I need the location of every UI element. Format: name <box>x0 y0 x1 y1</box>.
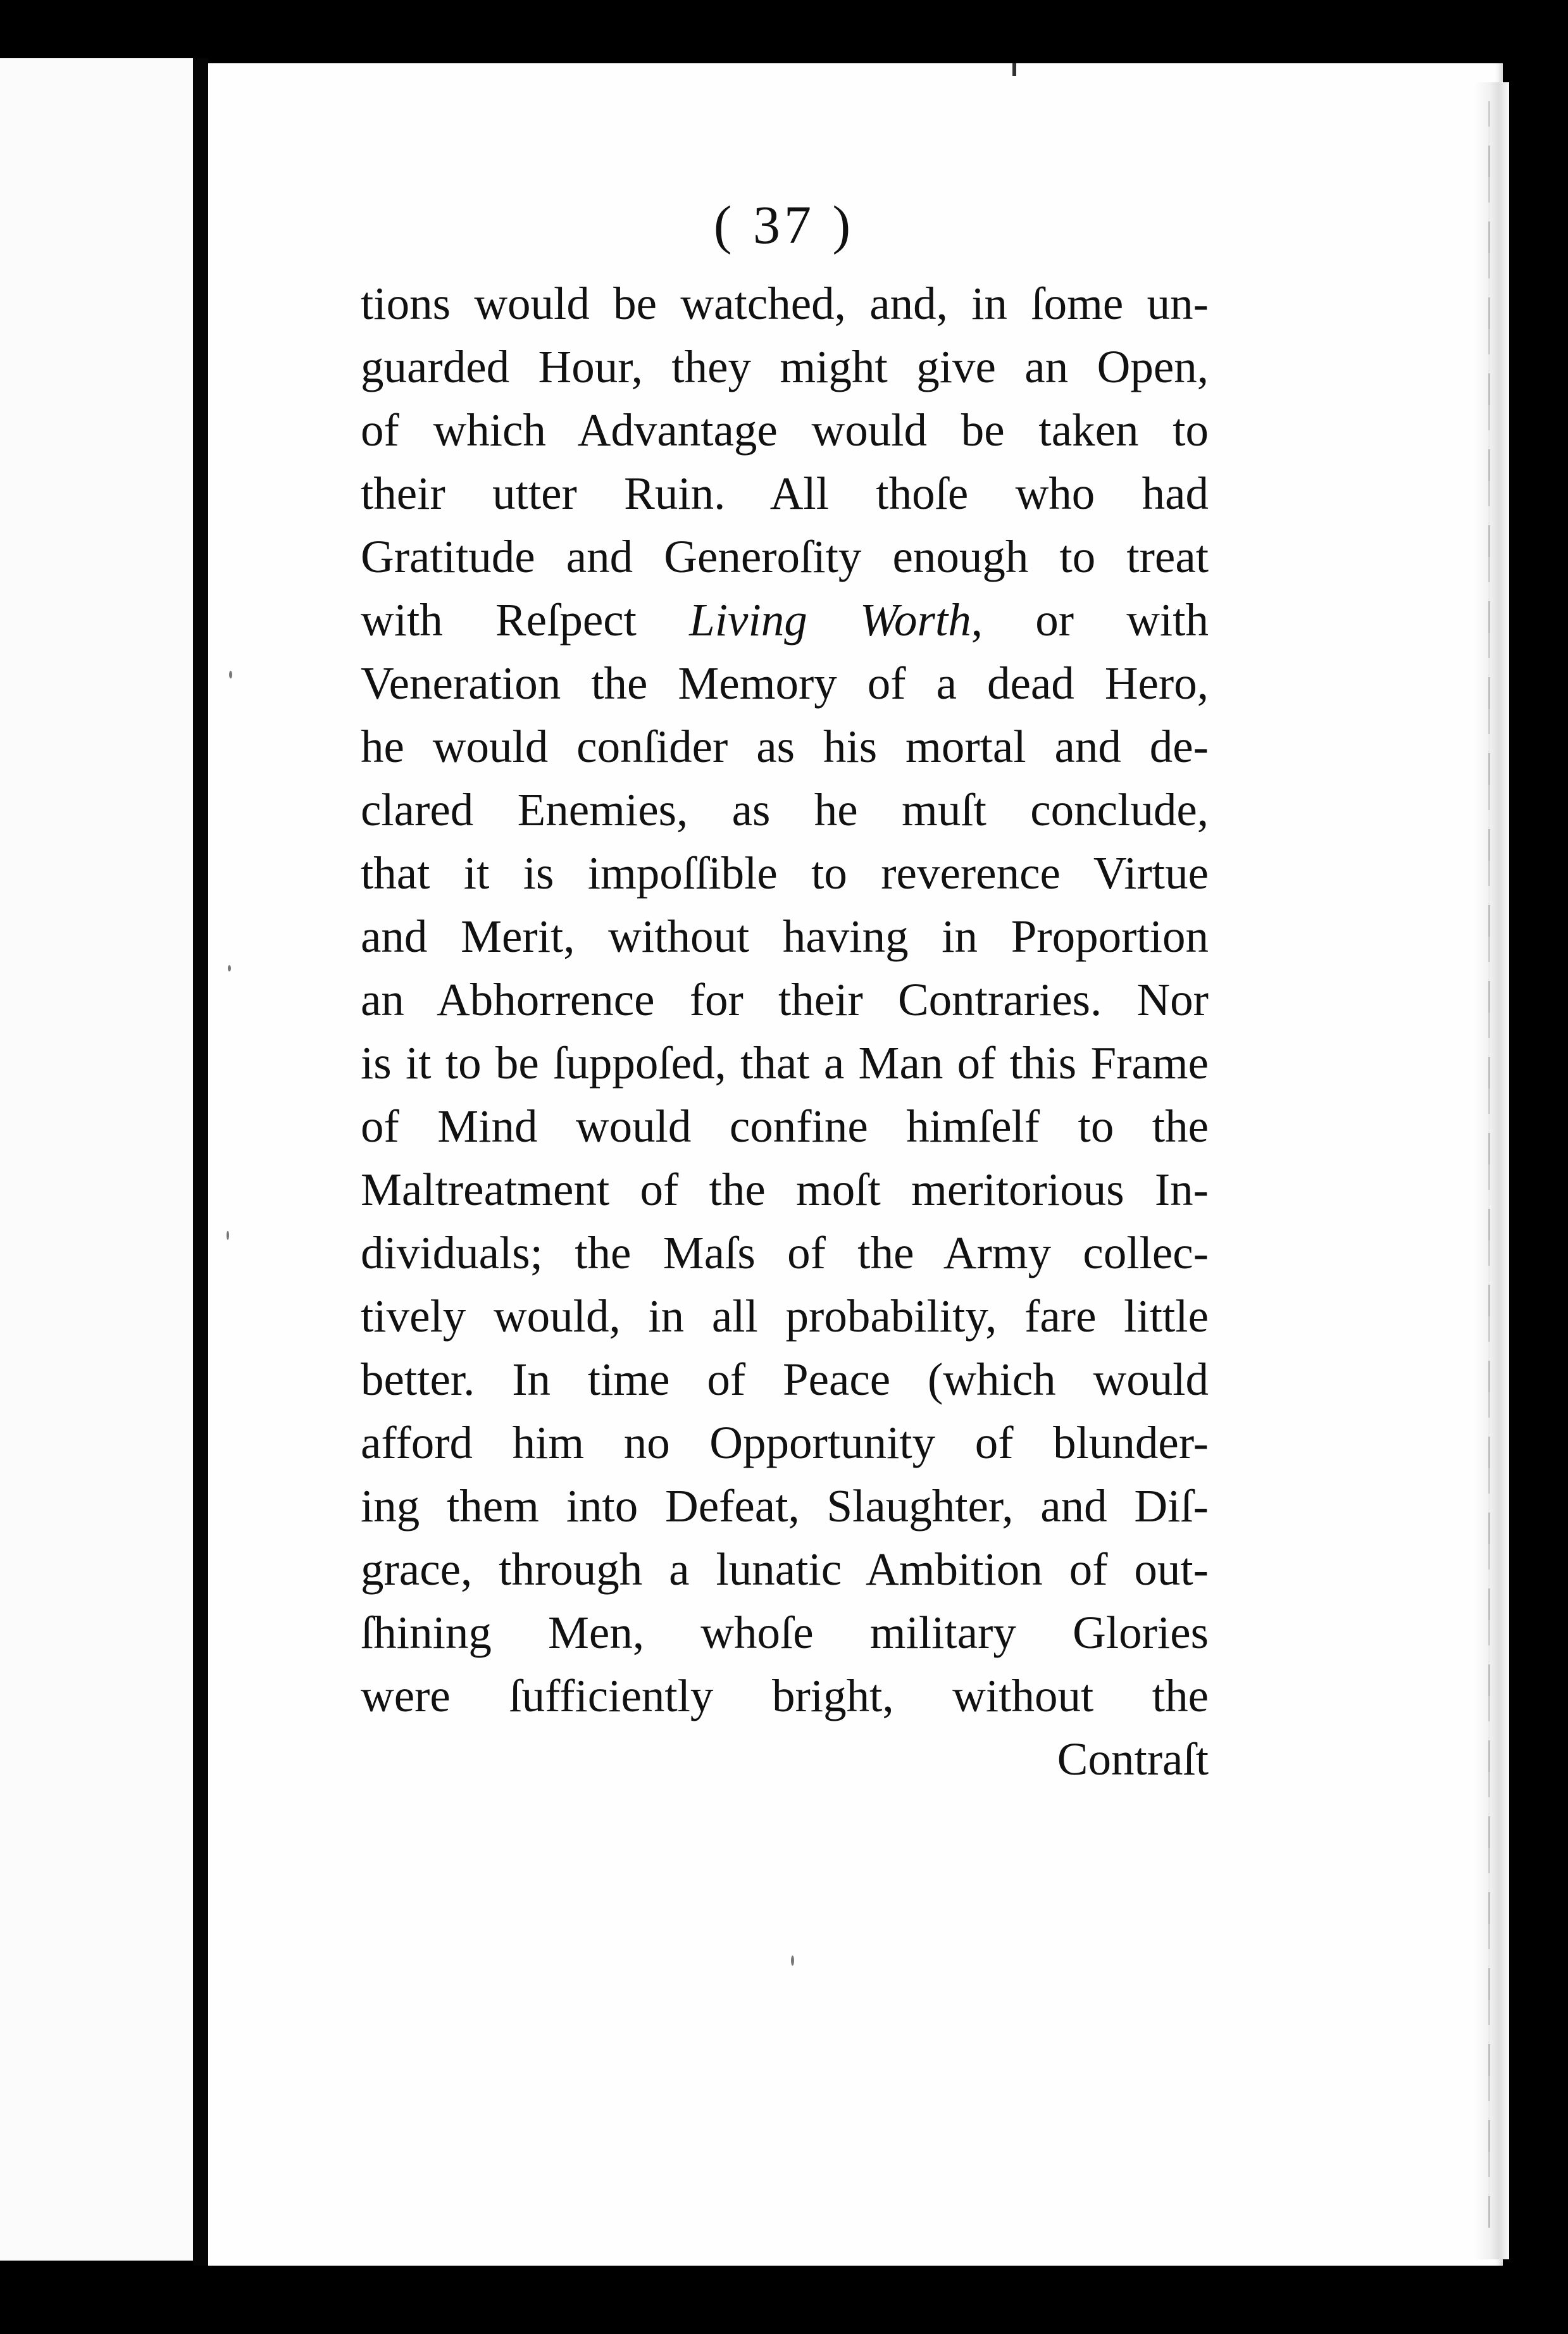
text-line: of Mind would confine himſelf to the <box>361 1101 1209 1152</box>
text-line: Maltreatment of the moſt meritorious In- <box>361 1164 1209 1215</box>
italic-phrase: Living Worth <box>689 594 971 646</box>
text-line: better. In time of Peace (which would <box>361 1354 1209 1405</box>
page-mark <box>1012 63 1016 76</box>
page-edge-shadow <box>1488 101 1490 2228</box>
text-line: guarded Hour, they might give an Open, <box>361 341 1209 392</box>
catchword: Contraſt <box>1057 1733 1209 1785</box>
text-line: ſhining Men, whoſe military Glories <box>361 1607 1209 1658</box>
text-line: an Abhorrence for their Contraries. Nor <box>361 974 1209 1025</box>
text-line: Veneration the Memory of a dead Hero, <box>361 658 1209 709</box>
text-line: their utter Ruin. All thoſe who had <box>361 468 1209 519</box>
text-line: tions would be watched, and, in ſome un- <box>361 278 1209 329</box>
body-text <box>361 272 1209 1791</box>
text-line: clared Enemies, as he muſt conclude, <box>361 784 1209 835</box>
text-line: grace, through a lunatic Ambition of out- <box>361 1544 1209 1595</box>
text-line: is it to be ſuppoſed, that a Man of this Frame <box>361 1037 1209 1089</box>
text-line: Gratitude and Generoſity enough to treat <box>361 531 1209 582</box>
text-line: with Reſpect Living Worth, or with <box>361 594 1209 646</box>
book-gutter <box>193 58 208 2280</box>
text-line: dividuals; the Maſs of the Army collec- <box>361 1227 1209 1278</box>
text-line: afford him no Opportunity of blunder- <box>361 1417 1209 1468</box>
text-line: and Merit, without having in Proportion <box>361 911 1209 962</box>
text-line: tively would, in all probability, fare little <box>361 1290 1209 1342</box>
text-line: that it is impoſſible to reverence Virtue <box>361 847 1209 899</box>
page-edge <box>1474 82 1509 2259</box>
scan-border-bottom <box>0 2266 1568 2334</box>
text-line: of which Advantage would be taken to <box>361 404 1209 456</box>
page-number: ( 37 ) <box>713 194 855 255</box>
text-line: he would conſider as his mortal and de- <box>361 721 1209 772</box>
text-line: were ſufficiently bright, without the <box>361 1670 1209 1721</box>
text-line: ing them into Defeat, Slaughter, and Diſ- <box>361 1480 1209 1532</box>
facing-page-left <box>0 58 197 2261</box>
